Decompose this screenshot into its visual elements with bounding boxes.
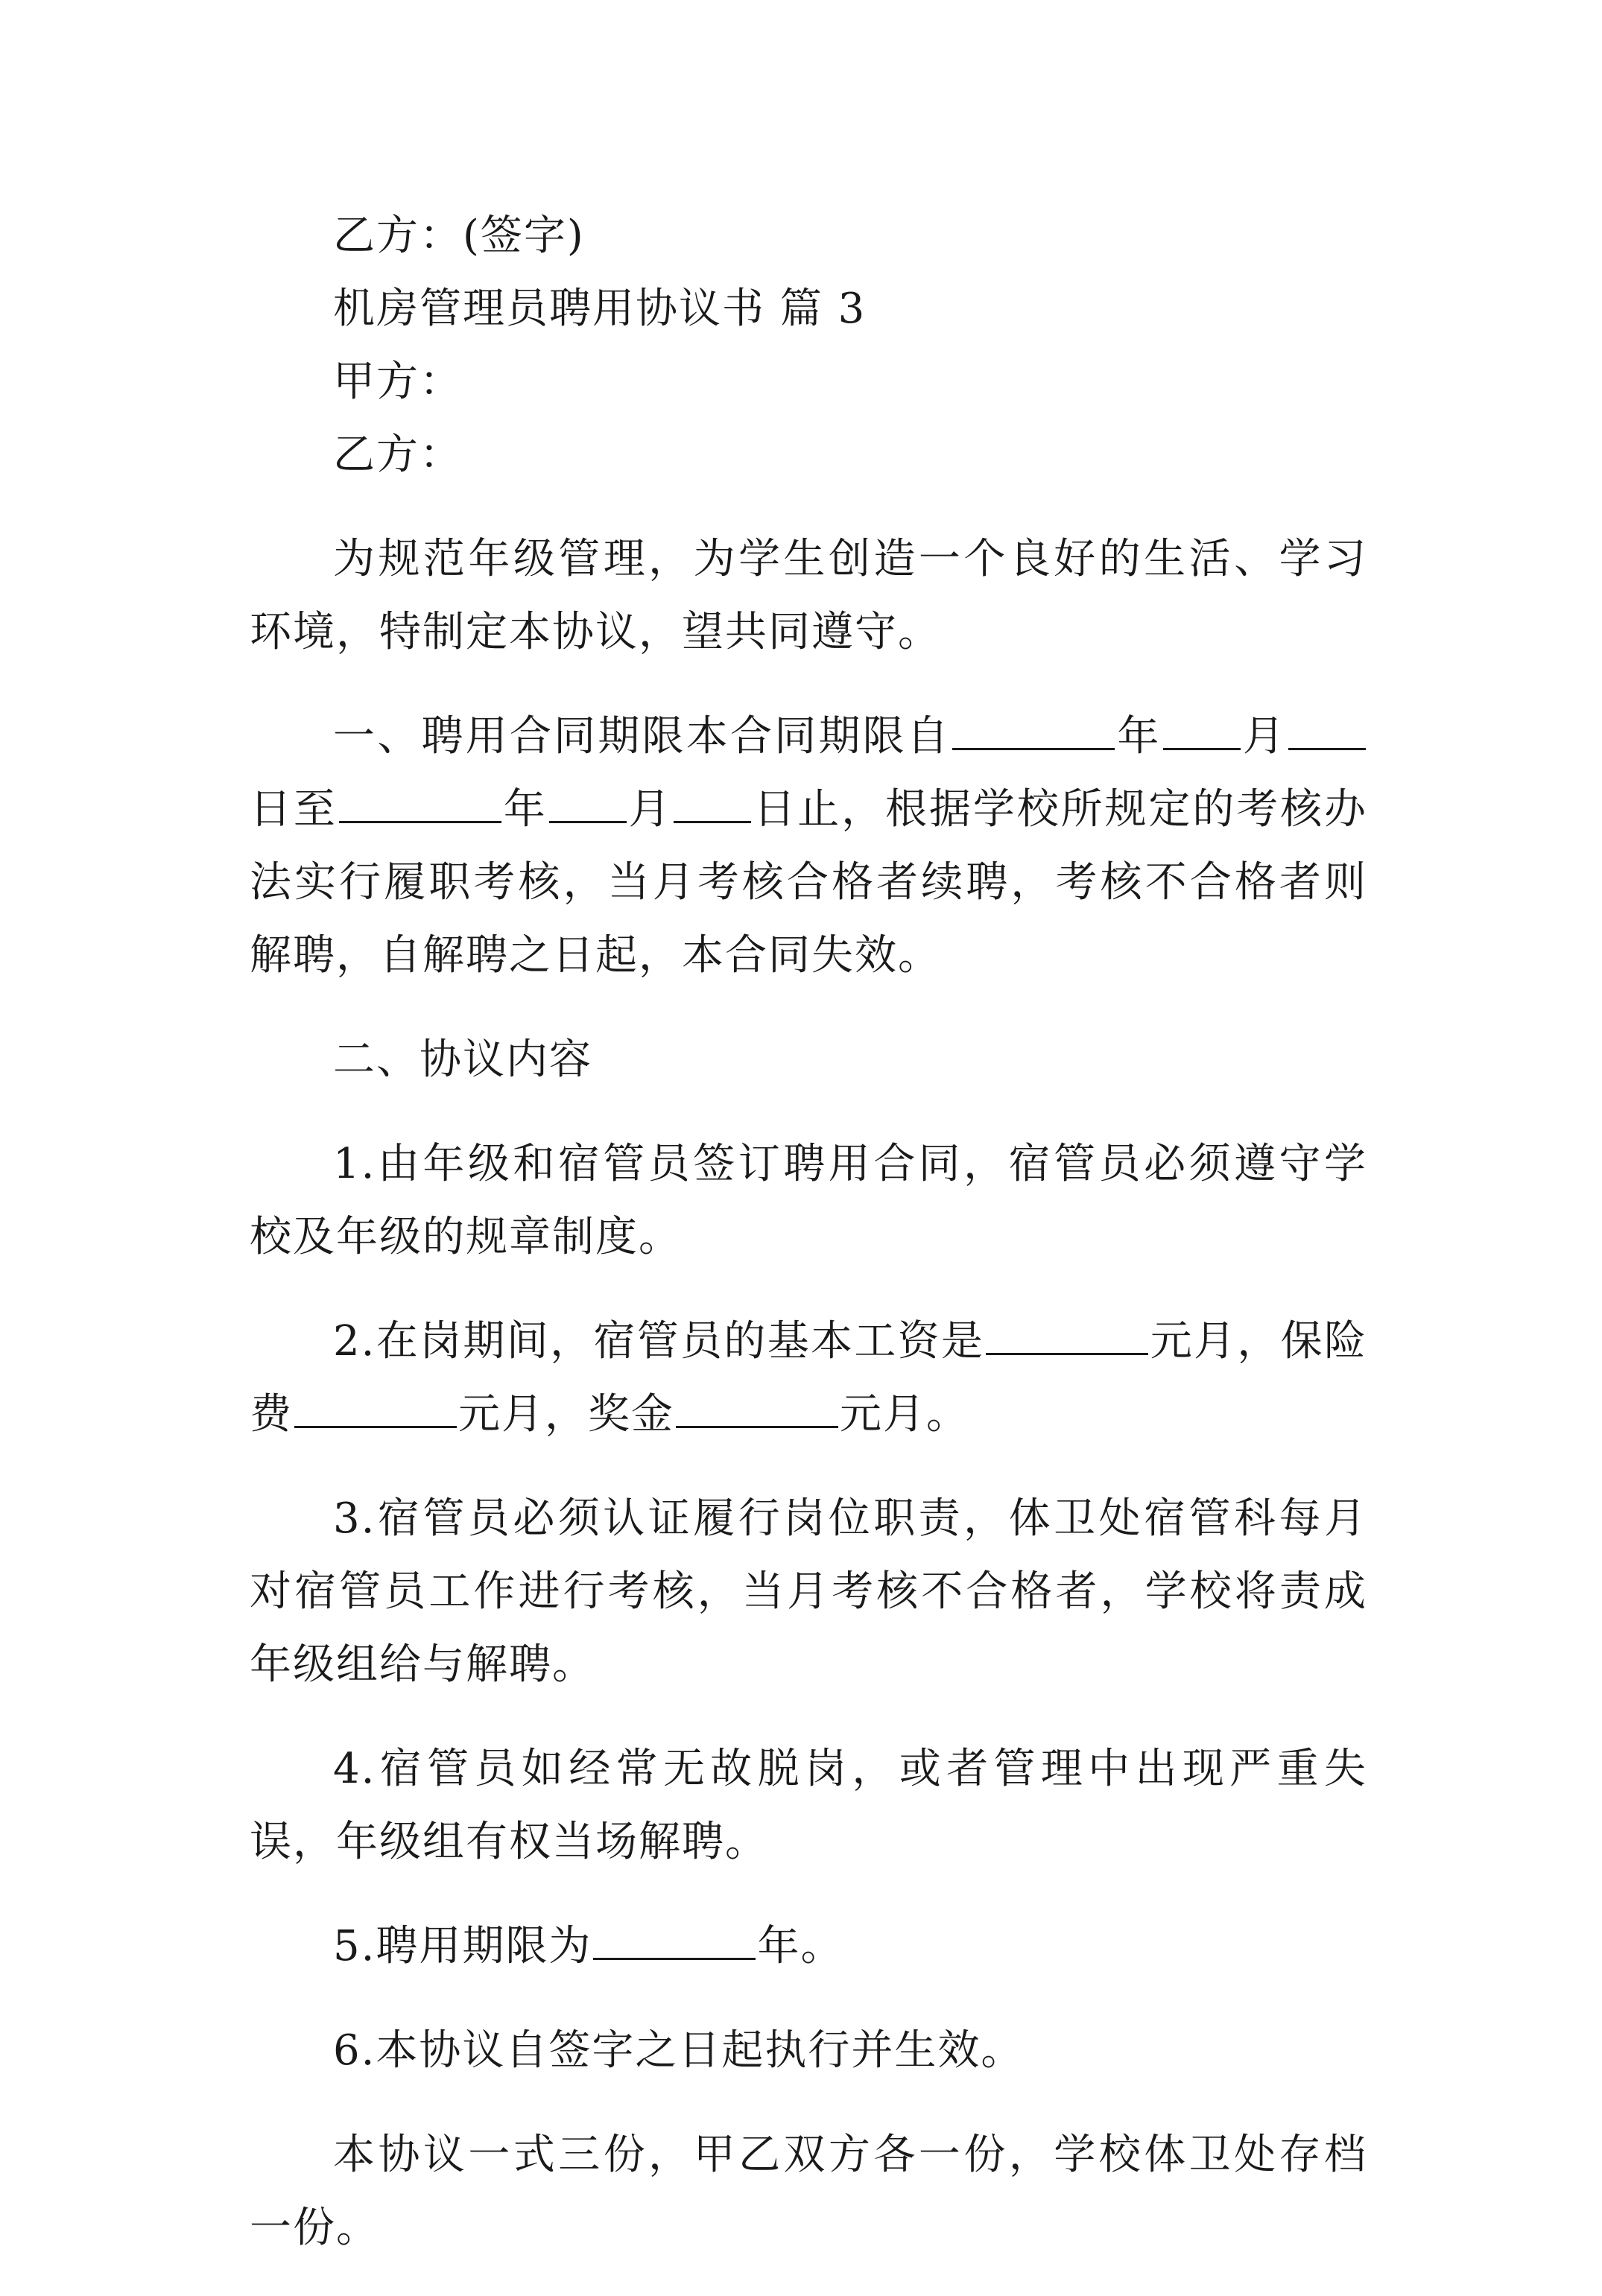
item-5-text-end: 年。: [757, 1922, 844, 1970]
end-month-label: 月: [627, 785, 673, 834]
closing-paragraph: 本协议一式三份，甲乙双方各一份，学校体卫处存档一份。: [250, 2131, 1367, 2252]
insurance-fee-blank: [294, 1383, 457, 1428]
item-4-paragraph: 4.宿管员如经常无故脱岗，或者管理中出现严重失误，年级组有权当场解聘。: [250, 1745, 1367, 1866]
item-2-text-end: 元月。: [840, 1390, 969, 1439]
party-b-line: 乙方：: [333, 431, 463, 479]
intro-paragraph: 为规范年级管理，为学生创造一个良好的生活、学习环境，特制定本协议，望共同遵守。: [250, 535, 1367, 656]
bonus-blank: [676, 1383, 838, 1428]
party-a-line: 甲方：: [333, 358, 463, 406]
end-month-blank: [549, 778, 627, 823]
start-month-blank: [1163, 705, 1241, 750]
item-2-paragraph: [250, 1305, 1367, 1451]
item-1-paragraph: 1.由年级和宿管员签订聘用合同，宿管员必须遵守学校及年级的规章制度。: [250, 1140, 1367, 1261]
start-month-label: 月: [1241, 712, 1288, 761]
end-year-blank: [339, 778, 501, 823]
item-2-text-bonus: 元月，奖金: [458, 1390, 674, 1439]
start-year-blank: [952, 705, 1115, 750]
item-5-text-start: 5.聘用期限为: [333, 1922, 592, 1970]
party-b-signature-line: 乙方：(签字): [333, 212, 585, 260]
section-2-title: 二、协议内容: [333, 1036, 592, 1084]
item-6-paragraph: 6.本协议自签字之日起执行并生效。: [333, 2026, 1025, 2075]
term-years-blank: [593, 1915, 756, 1960]
section-1-text-end: 日止，根据学校所规定的考核办法实行履职考核，当月考核合格者续聘，考核不合格者则解聘，自解聘之日起，本合同失效。: [250, 785, 1368, 980]
item-2-text-start: 2.在岗期间，宿管员的基本工资是: [333, 1317, 985, 1366]
start-day-label: 日至: [250, 785, 338, 834]
item-3-paragraph: 3.宿管员必须认证履行岗位职责，体卫处宿管科每月对宿管员工作进行考核，当月考核不合格者，学校将责成年级组给与解聘。: [250, 1494, 1367, 1689]
base-salary-blank: [986, 1310, 1148, 1355]
end-day-blank: [674, 778, 751, 823]
section-1-paragraph: [250, 700, 1367, 992]
document-page: [250, 200, 1367, 2296]
item-2-text-insurance: 元月，保险费: [250, 1317, 1367, 1439]
start-day-blank: [1288, 705, 1366, 750]
document-title: 机房管理员聘用协议书 篇 3: [333, 285, 867, 333]
section-1-text-start: 一、聘用合同期限本合同期限自: [333, 712, 952, 761]
end-year-label: 年: [502, 785, 548, 834]
item-5-paragraph: [250, 1910, 1367, 1983]
start-year-label: 年: [1116, 712, 1162, 761]
